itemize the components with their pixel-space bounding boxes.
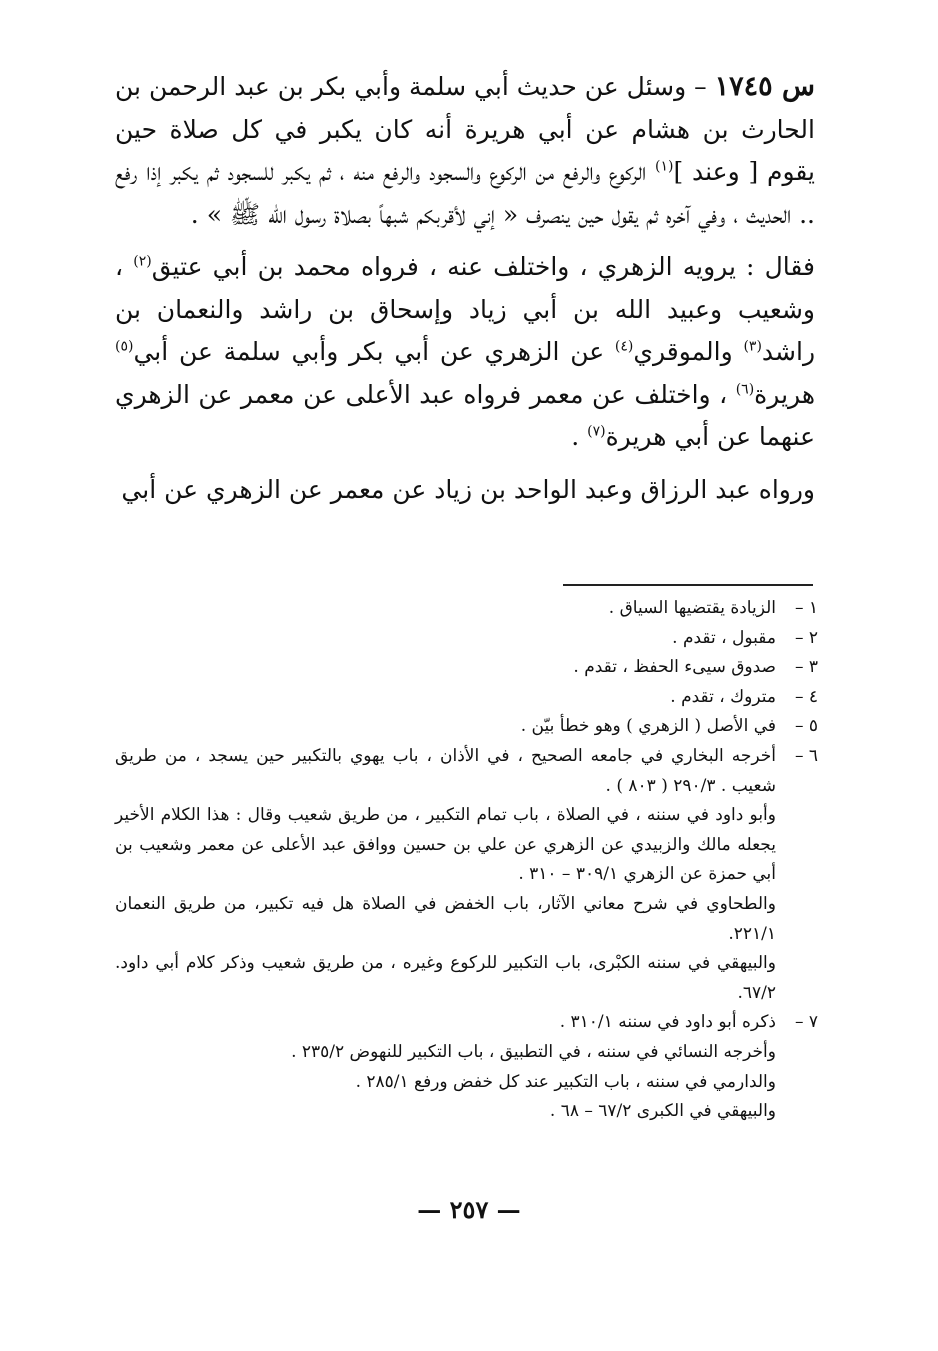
answer-text-a: فقال : يرويه الزهري ، واختلف عنه ، فرواه محمد بن أبي عتيق — [151, 252, 815, 281]
footnote-number: ٣ – — [794, 657, 818, 678]
answer-text-e: هريرة — [754, 379, 815, 409]
footnote-6-continuation-3: والبيهقي في سننه الكبْرى، باب التكبير للركوع وغيره ، من طريق شعيب وذكر كلام أبي داود. ٦٧/٢. — [115, 953, 776, 1003]
footnote-text: صدوق سيىء الحفظ ، تقدم . — [573, 657, 776, 678]
answer-text-c: والموقري — [633, 337, 744, 366]
footnote-ref-2[interactable]: (٢) — [133, 253, 152, 270]
footnote-7-continuation-2: والدارمي في سننه ، باب التكبير عند كل خفض ورفع ٢٨٥/١ . — [355, 1071, 776, 1092]
footnote-ref-7[interactable]: (٧) — [587, 423, 606, 440]
footnote-text: مقبول ، تقدم . — [672, 627, 776, 648]
answer-text-f: ، واختلف عن معمر فرواه عبد الأعلى عن معمر عن الزهري عنهما عن أبي هريرة — [115, 379, 815, 451]
footnote-number: ٥ – — [794, 716, 818, 737]
question-number: س ١٧٤٥ — [714, 71, 815, 102]
footnote-number: ٦ – — [794, 745, 818, 766]
footnote-number: ٢ – — [794, 627, 818, 648]
question-paragraph — [115, 66, 815, 236]
footnote-7 — [115, 1008, 818, 1038]
main-text — [115, 66, 815, 521]
footnote-text: ذكره أبو داود في سننه ٣١٠/١ . — [559, 1012, 776, 1033]
footnote-2 — [115, 624, 818, 654]
footnote-divider — [563, 584, 813, 586]
footnote-7-continuation-3: والبيهقي في الكبرى ٦٧/٢ – ٦٨ . — [549, 1101, 776, 1122]
question-text-b: الركوع والرفع من الركوع والسجود والرفع منه ، ثم يكبر للسجود ثم يكبر إذا رفع .. الحديث ، وفي آخره ثم يقول حين ينصرف « إني لأقربكم شبهاً بصلاة رسول الله ﷺ » . — [115, 157, 815, 229]
footnote-number: ١ – — [794, 598, 818, 618]
footnote-3 — [115, 653, 818, 683]
footnote-6-continuation-2: والطحاوي في شرح معاني الآثار، باب الخفض في الصلاة هل فيه تكبير، من طريق النعمان ٢٢١/١. — [115, 893, 776, 944]
footnote-text: الزيادة يقتضيها السياق . — [608, 598, 776, 618]
footnote-number: ٧ – — [794, 1012, 818, 1033]
footnote-7-continuation-1: وأخرجه النسائي في سننه ، في التطبيق ، باب التكبير للنهوض ٢٣٥/٢ . — [291, 1041, 776, 1062]
footnote-ref-3[interactable]: (٣) — [743, 338, 762, 355]
footnote-4 — [115, 683, 818, 713]
answer-paragraph — [115, 246, 815, 459]
footnote-ref-4[interactable]: (٤) — [614, 338, 634, 355]
footnote-6 — [115, 742, 818, 801]
footnote-ref-6[interactable]: (٦) — [735, 381, 755, 398]
footnotes — [115, 594, 818, 1127]
footnote-1 — [115, 594, 818, 624]
footnote-ref-1[interactable]: (١) — [655, 158, 674, 175]
answer-text-b: ، وشعيب وعبيد الله بن أبي زياد وإسحاق بن راشد والنعمان بن راشد — [115, 252, 816, 366]
footnote-ref-5[interactable]: (٥) — [115, 338, 134, 355]
page-number: — ٢٥٧ — — [417, 1195, 521, 1224]
footnote-number: ٤ – — [794, 686, 818, 707]
footnote-text: أخرجه البخاري في جامعه الصحيح ، في الأذان ، باب يهوي بالتكبير حين يسجد ، من طريق شعيب . ٢٩٠/٣ ( ٨٠٣ ) . — [115, 745, 776, 796]
continuation-paragraph: ورواه عبد الرزاق وعبد الواحد بن زياد عن معمر عن الزهري عن أبي — [121, 474, 815, 504]
question-text-a: – وسئل عن حديث أبي سلمة وأبي بكر بن عبد الرحمن بن الحارث بن هشام عن أبي هريرة أنه كان يكبر في كل صلاة حين يقوم [ وعند ] — [115, 72, 815, 186]
footnote-6-continuation-1: وأبو داود في سننه ، في الصلاة ، باب تمام التكبير ، من طريق شعيب وقال : هذا الكلام الأخير يجعله مالك والزبيدي عن الزهري عن علي بن حسين ووافق عبد الأعلى عن معمر وشعيب بن أبي حمزة عن الزهري ٣٠٩/١ – ٣١٠ . — [115, 805, 776, 885]
answer-text-d: عن الزهري عن أبي بكر وأبي سلمة عن أبي — [133, 337, 615, 366]
footnote-text: في الأصل ( الزهري ) وهو خطأ بيّن . — [520, 716, 776, 737]
footnote-text: متروك ، تقدم . — [670, 686, 776, 707]
footnote-5 — [115, 712, 818, 742]
answer-text-g: . — [571, 422, 588, 451]
